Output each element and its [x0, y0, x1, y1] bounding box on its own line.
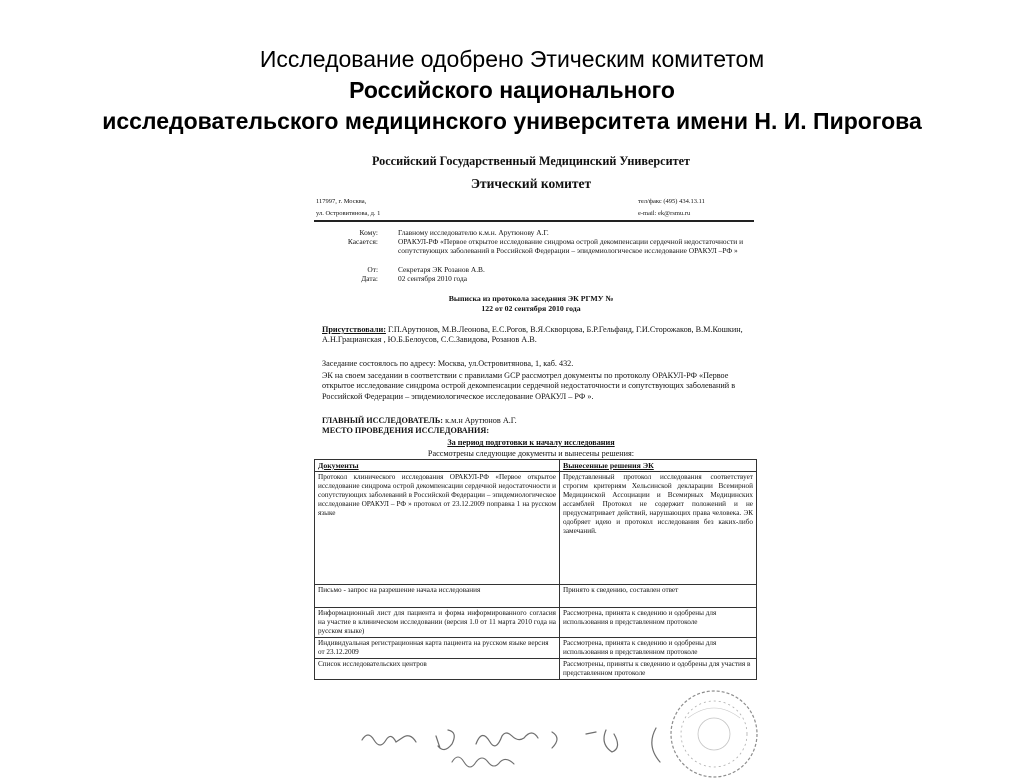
header-divider [314, 220, 754, 222]
org-name: Российский Государственный Медицинский Университет [372, 154, 690, 168]
table-cell-decision: Рассмотрена, принята к сведению и одобрены для использования в представленном протоколе [560, 638, 757, 659]
present-value: Г.П.Арутюнов, М.В.Леонова, Е.С.Рогов, В.Я.Скворцова, Б.Р.Гельфанд, Г.И.Сторожаков, В.М.Кошкин, А.Н.Грацианская , Ю.Б.Белоусов, С.С.Завидова, Розанов А.В. [322, 325, 743, 345]
table-row [315, 659, 757, 680]
reviewed-text: Рассмотрены следующие документы и вынесены решения: [427, 449, 635, 458]
table-row [315, 638, 757, 659]
extract-line-2: 122 от 02 сентября 2010 года [481, 304, 581, 313]
date-label: Дата: [361, 274, 378, 283]
email: e-mail: ek@rsmu.ru [638, 210, 691, 217]
decision-text: ЭК на своем заседании в соответствии с правилами GCP рассмотрел документы по протоколу ОРАКУЛ-РФ «Первое открытое исследование синдрома острой декомпенсации сердечной недостаточности и сопутствующих заболеваний в Российской Федерации – эпидемиологическое исследование ОРАКУЛ – РФ ». [322, 371, 736, 401]
from-label: От: [367, 265, 378, 274]
from-value: Секретаря ЭК Розанов А.В. [398, 265, 485, 274]
table-cell-decision: Представленный протокол исследования соответствует строгим критериям Хельсинской декларации Всемирной Медицинской Ассоциации и Всемирных Медицинских ассамблей Протокол не содержит положений и не предусматривает действий, нарушающих права человека. ЭК одобряет идею и протокол исследования без каких-либо замечаний. [560, 472, 757, 585]
table-cell-decision: Принято к сведению, составлен ответ [560, 585, 757, 608]
extract-line-1: Выписка из протокола заседания ЭК РГМУ № [448, 294, 614, 303]
documents-table [314, 459, 757, 680]
present-block [322, 325, 750, 346]
pi-row [322, 416, 750, 426]
table-cell-document: Список исследовательских центров [315, 659, 560, 680]
table-cell-decision: Рассмотрены, приняты к сведению и одобрены для участия в представленном протоколе [560, 659, 757, 680]
present-label: Присутствовали: [322, 325, 386, 334]
committee-name: Этический комитет [470, 176, 592, 191]
table-header-row [315, 460, 757, 472]
pi-label: ГЛАВНЫЙ ИССЛЕДОВАТЕЛЬ: [322, 416, 444, 425]
table-cell-document: Письмо - запрос на разрешение начала исследования [315, 585, 560, 608]
address [316, 196, 380, 220]
table-cell-document: Индивидуальная регистрационная карта пациента на русском языке версия от 23.12.2009 [315, 638, 560, 659]
to-label: Кому: [359, 228, 378, 237]
table-header-documents: Документы [315, 460, 560, 472]
extract-heading [298, 294, 764, 314]
contacts [638, 196, 705, 220]
table-cell-document: Информационный лист для пациента и форма информированного согласия на участие в клиническом исследовании (версия 1.0 от 11 марта 2010 года на русском языке) [315, 608, 560, 638]
pi-value: к.м.н Арутюнов А.Г. [445, 416, 517, 425]
period-title: За период подготовки к началу исследования [447, 438, 615, 447]
to-value: Главному исследователю к.м.н. Арутюнову А.Г. [398, 228, 549, 237]
date-value: 02 сентября 2010 года [398, 274, 468, 283]
meeting-place: Заседание состоялось по адресу: Москва, ул.Островитянова, 1, каб. 432. [322, 359, 574, 368]
title-line-2: Российского национального [349, 77, 675, 103]
address-line-2: ул. Островитянова, д. 1 [316, 210, 381, 217]
scanned-document [298, 150, 764, 768]
site-label: МЕСТО ПРОВЕДЕНИЯ ИССЛЕДОВАНИЯ: [322, 426, 490, 435]
table-row [315, 472, 757, 585]
address-line-1: 117997, г. Москва, [316, 198, 367, 205]
table-cell-decision: Рассмотрена, принята к сведению и одобрены для использования в представленном протоколе [560, 608, 757, 638]
table-header-decisions: Вынесенные решения ЭК [560, 460, 757, 472]
slide-title [0, 44, 1024, 137]
concerns-label: Касается: [347, 237, 378, 246]
table-row [315, 608, 757, 638]
table-cell-document: Протокол клинического исследования ОРАКУЛ-РФ «Первое открытое исследование синдрома острой декомпенсации сердечной недостаточности и сопутствующих заболеваний в Российской Федерации – эпидемиологическое исследование ОРАКУЛ – РФ » протокол от 23.12.2009 поправка 1 на русском языке [315, 472, 560, 585]
title-line-3: исследовательского медицинского университета имени Н. И. Пирогова [102, 108, 922, 134]
table-row [315, 585, 757, 608]
concerns-value: ОРАКУЛ-РФ «Первое открытое исследование синдрома острой декомпенсации сердечной недостаточности и сопутствующих заболеваний в Российской Федерации – эпидемиологическое исследование ОРАКУЛ –РФ » [398, 237, 744, 255]
phone: тел/факс (495) 434.13.11 [638, 198, 705, 205]
title-line-1: Исследование одобрено Этическим комитетом [259, 46, 765, 72]
handwritten-signature-icon [356, 722, 686, 768]
